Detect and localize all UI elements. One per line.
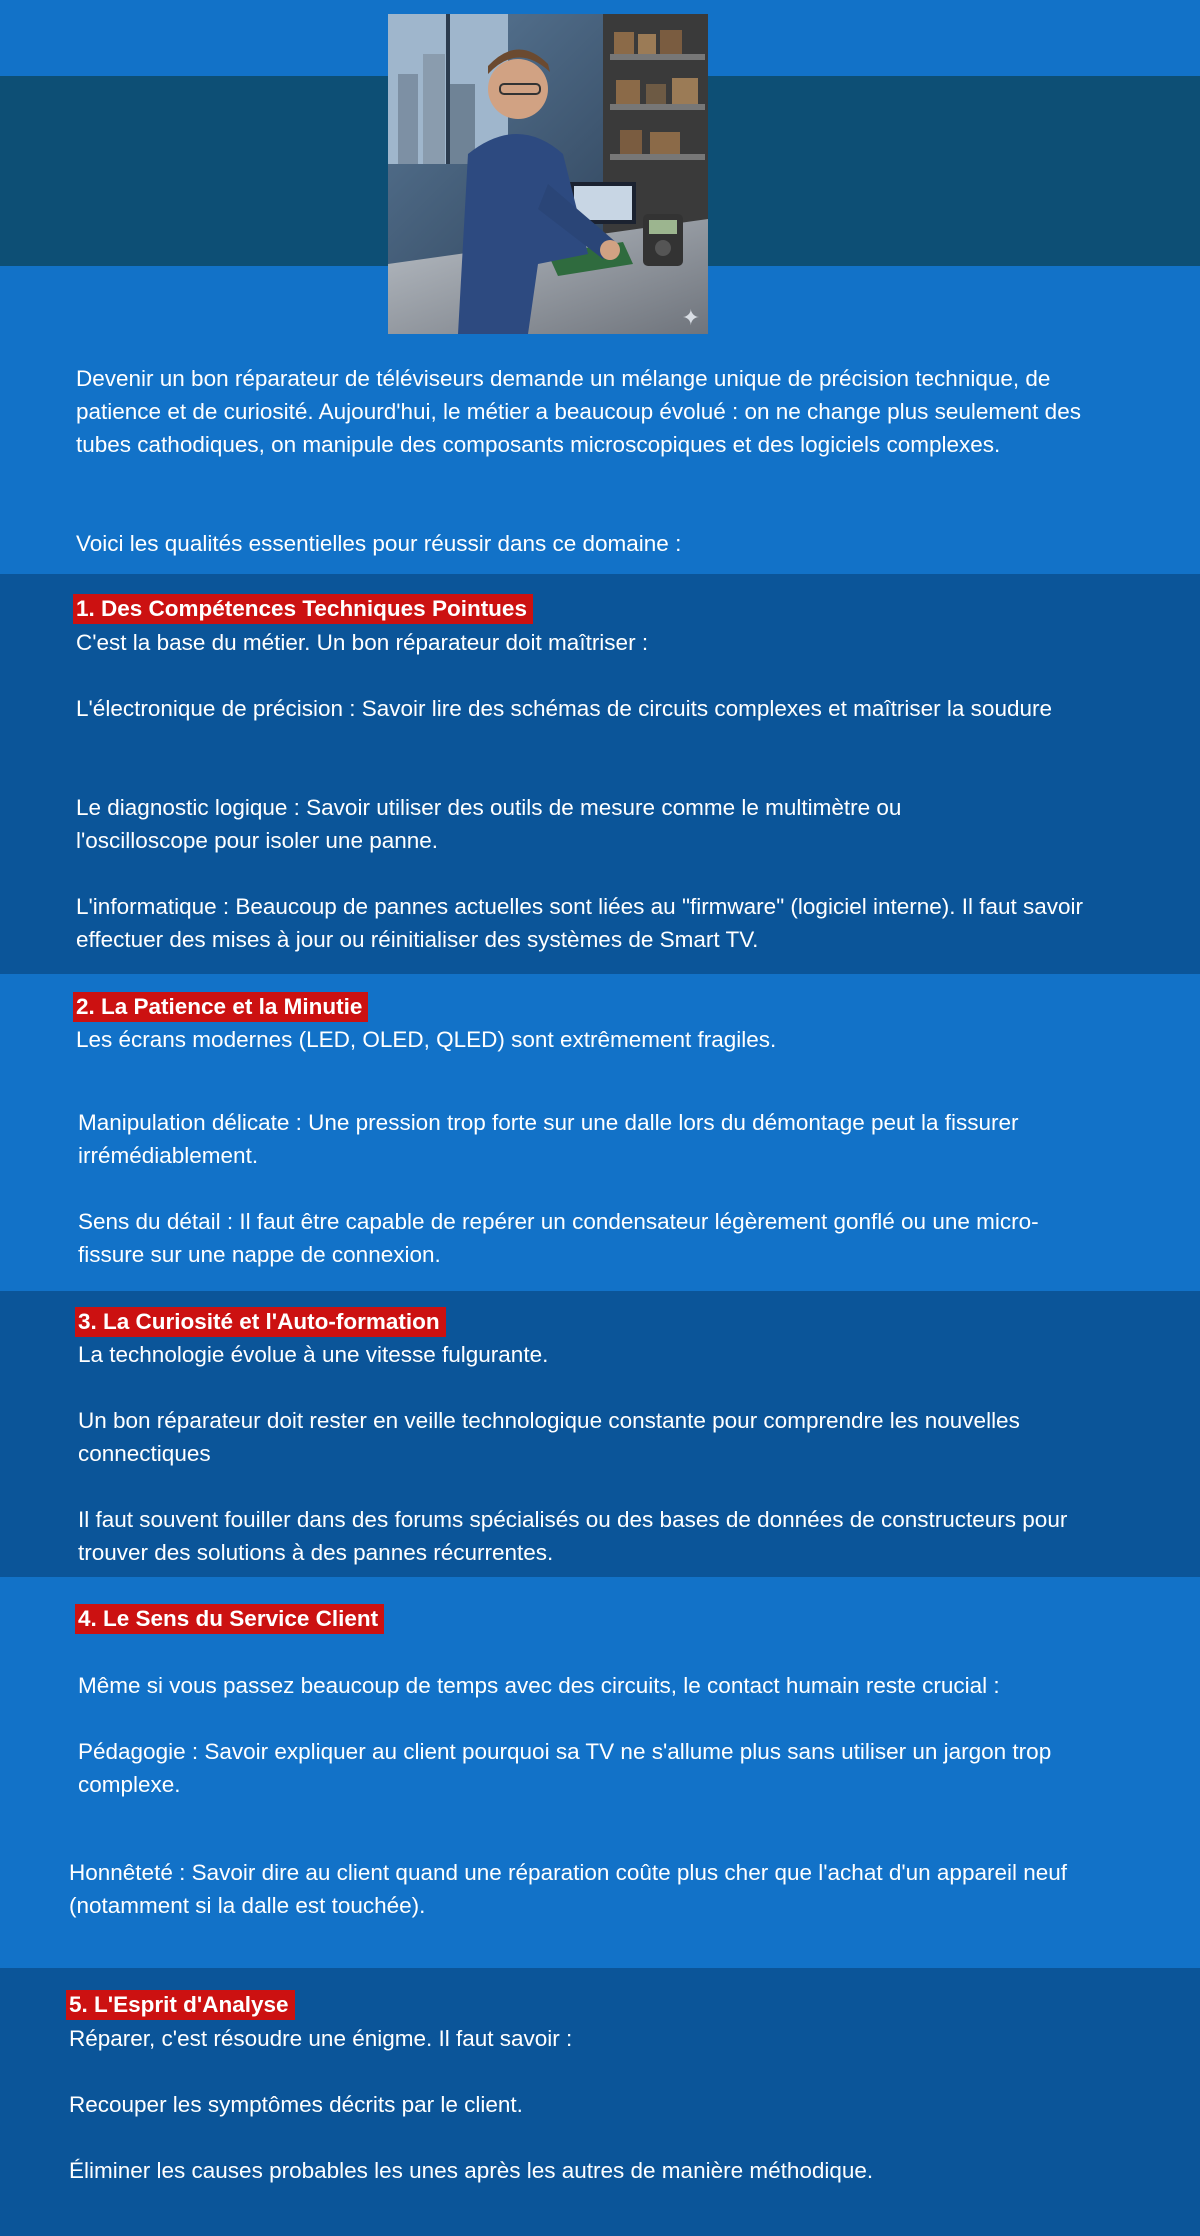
intro-lead: Voici les qualités essentielles pour réussir dans ce domaine : xyxy=(76,531,682,556)
section-1-item-1: L'électronique de précision : Savoir lire des schémas de circuits complexes et maîtriser la soudure xyxy=(76,696,1052,721)
section-3-intro: La technologie évolue à une vitesse fulgurante. xyxy=(78,1342,549,1367)
section-1-intro: C'est la base du métier. Un bon réparateur doit maîtriser : xyxy=(76,630,649,655)
hero-image xyxy=(388,14,708,334)
section-1-heading: 1. Des Compétences Techniques Pointues xyxy=(73,594,533,624)
section-4-intro: Même si vous passez beaucoup de temps avec des circuits, le contact humain reste crucial : xyxy=(78,1673,1000,1698)
sparkle-icon: ✦ xyxy=(681,306,700,331)
section-4-heading: 4. Le Sens du Service Client xyxy=(75,1604,384,1634)
section-2-heading: 2. La Patience et la Minutie xyxy=(73,992,368,1022)
section-1-item-3: L'informatique : Beaucoup de pannes actuelles sont liées au "firmware" (logiciel interne). Il faut savoir effectuer des mises à jour ou réinitialiser des systèmes de Smart TV. xyxy=(76,894,1084,952)
intro-paragraph: Devenir un bon réparateur de téléviseurs demande un mélange unique de précision technique, de patience et de curiosité. Aujourd'hui, le métier a beaucoup évolué : on ne change plus seulement des tubes cathodiques, on manipule des composants microscopiques et des logiciels complexes. xyxy=(76,366,1081,457)
section-5-heading: 5. L'Esprit d'Analyse xyxy=(66,1990,295,2020)
section-3-heading: 3. La Curiosité et l'Auto-formation xyxy=(75,1307,446,1337)
section-3-item-1: Un bon réparateur doit rester en veille technologique constante pour comprendre les nouvelles connectiques xyxy=(78,1408,1020,1466)
section-2-item-2: Sens du détail : Il faut être capable de repérer un condensateur légèrement gonflé ou une micro-fissure sur une nappe de connexion. xyxy=(78,1209,1039,1267)
section-3-item-2: Il faut souvent fouiller dans des forums spécialisés ou des bases de données de constructeurs pour trouver des solutions à des pannes récurrentes. xyxy=(78,1507,1068,1565)
section-4-item-1: Pédagogie : Savoir expliquer au client pourquoi sa TV ne s'allume plus sans utiliser un jargon trop complexe. xyxy=(78,1739,1052,1797)
section-4-item-2: Honnêteté : Savoir dire au client quand une réparation coûte plus cher que l'achat d'un appareil neuf (notamment si la dalle est touchée). xyxy=(69,1860,1068,1918)
section-5-item-2: Éliminer les causes probables les unes après les autres de manière méthodique. xyxy=(69,2158,874,2183)
section-2-item-1: Manipulation délicate : Une pression trop forte sur une dalle lors du démontage peut la fissurer irrémédiablement. xyxy=(78,1110,1019,1168)
section-1-item-2: Le diagnostic logique : Savoir utiliser des outils de mesure comme le multimètre ou l'oscilloscope pour isoler une panne. xyxy=(76,795,902,853)
section-2-intro: Les écrans modernes (LED, OLED, QLED) sont extrêmement fragiles. xyxy=(76,1027,777,1052)
section-5-intro: Réparer, c'est résoudre une énigme. Il faut savoir : xyxy=(69,2026,573,2051)
section-5-item-1: Recouper les symptômes décrits par le client. xyxy=(69,2092,523,2117)
